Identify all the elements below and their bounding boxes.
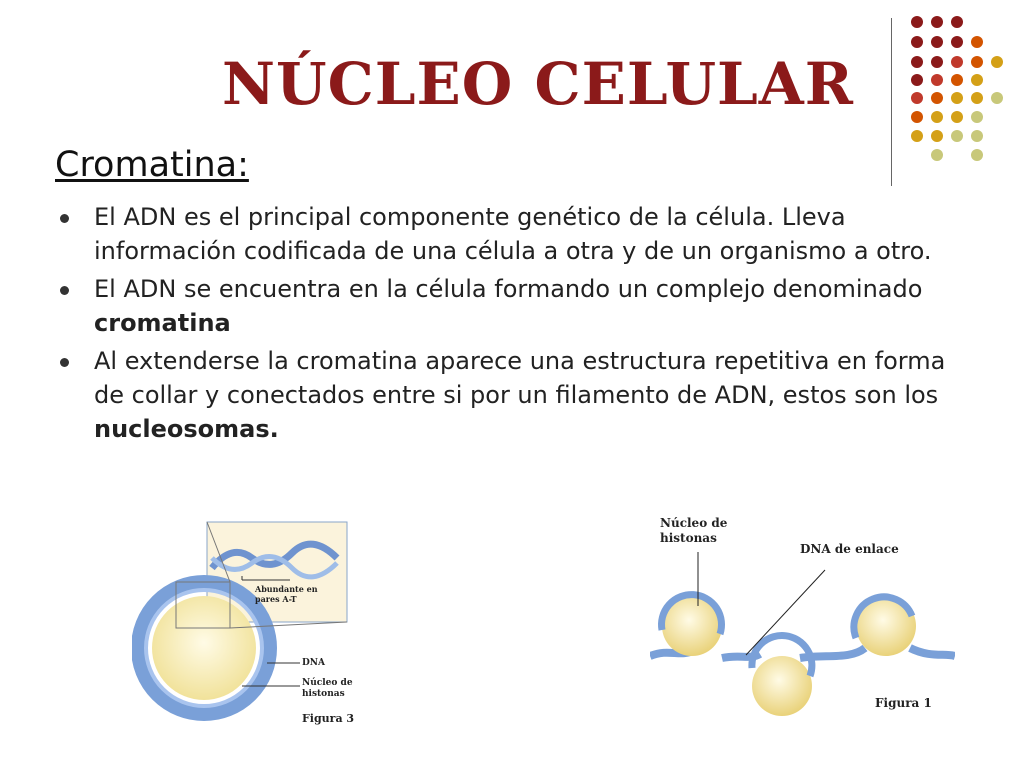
- dot-row-6: [911, 111, 983, 123]
- bullet-list: [56, 200, 956, 450]
- dot-row-8: [931, 149, 983, 161]
- slide-title: NÚCLEO CELULAR: [222, 50, 855, 118]
- dot-row-5: [911, 92, 1003, 104]
- dot-row-4: [911, 74, 983, 86]
- dot-row-7: [911, 130, 983, 142]
- bullet-icon: [60, 214, 69, 223]
- bullet-text: El ADN es el principal componente genético de la célula. Lleva información codificada de una célula a otra y de un organismo a otro.: [94, 203, 932, 265]
- figure-1: [650, 508, 955, 730]
- bullet-bold-term: nucleosomas.: [94, 415, 279, 443]
- bullet-text: Al extenderse la cromatina aparece una estructura repetitiva en forma de collar y conectados entre si por un filamento de ADN, estos son los: [94, 347, 946, 409]
- dot-row-1: [911, 16, 963, 28]
- bullet-bold-term: cromatina: [94, 309, 231, 337]
- label-linker-dna: DNA de enlace: [800, 542, 899, 556]
- label-histone-core: Núcleo de histonas: [660, 516, 728, 545]
- bullet-text: El ADN se encuentra en la célula formando un complejo denominado: [94, 275, 923, 303]
- label-histone-core: Núcleo de histonas: [302, 678, 353, 699]
- figure-3: [132, 518, 372, 730]
- label-at-rich: Abundante en pares A-T: [255, 584, 318, 604]
- section-heading: Cromatina:: [55, 145, 249, 185]
- bullet-item: [56, 200, 956, 268]
- label-dna: DNA: [302, 658, 326, 668]
- bullet-item: [56, 344, 956, 446]
- bullet-icon: [60, 358, 69, 367]
- decorative-dots: [905, 12, 1015, 172]
- bullet-item: [56, 272, 956, 340]
- dot-row-2: [911, 36, 983, 48]
- bullet-icon: [60, 286, 69, 295]
- figure-3-caption: Figura 3: [302, 712, 355, 725]
- dot-row-3: [911, 56, 1003, 68]
- divider-line: [891, 18, 892, 186]
- figure-1-caption: Figura 1: [875, 696, 932, 710]
